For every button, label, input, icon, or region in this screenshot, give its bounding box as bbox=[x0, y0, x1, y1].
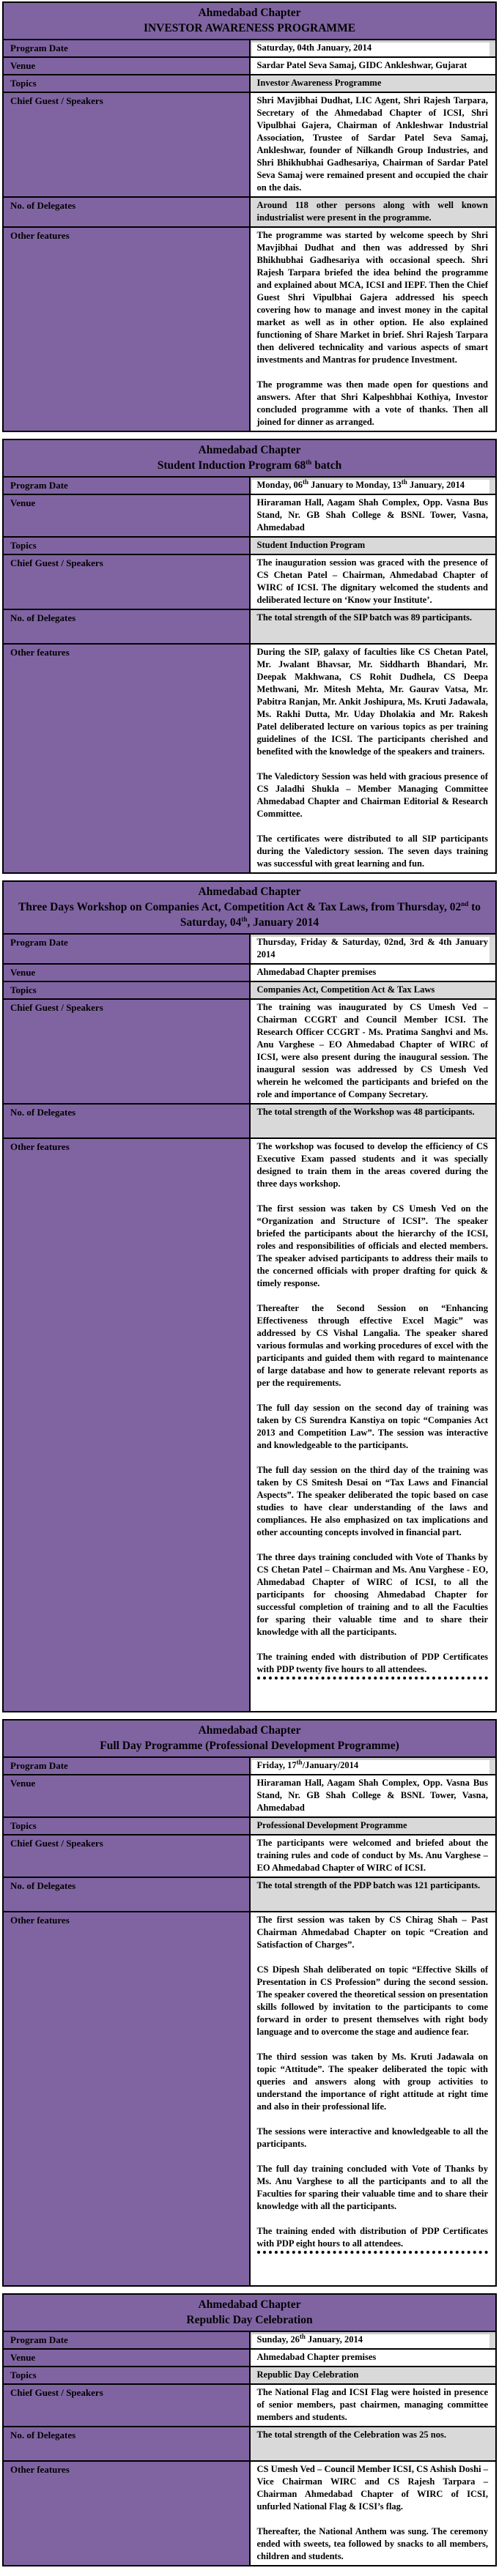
paragraph: Investor Awareness Programme bbox=[256, 78, 382, 88]
paragraph: The full day session on the second day of training was taken by CS Surendra Kanstiya on topic “Companies Act 2013 and Competition Law”. The session was interactive and knowledgeable to the participants. bbox=[256, 1403, 488, 1450]
row-value-cell bbox=[250, 1104, 497, 1138]
row-label-cell: Program Date bbox=[3, 1757, 250, 1775]
row-label-cell: No. of Delegates bbox=[3, 197, 250, 227]
paragraph: Thursday, Friday & Saturday, 02nd, 3rd & 4th January 2014 bbox=[256, 937, 488, 959]
paragraph: Companies Act, Competition Act & Tax Laws bbox=[256, 984, 435, 995]
paragraph: The training was inaugurated by CS Umesh Ved – Chairman CCGRT and Council Member ICSI. The Research Officer CCGRT - Ms. Pratima Sanghvi and Ms. Anu Varghese – EO Ahmedabad Chapter of WIRC of ICSI, were also present during the inaugural session. The inaugural session was addressed by CS Umesh Ved wherein he welcomed the participants and briefed on the role and importance of Company Secretary. bbox=[256, 1002, 488, 1099]
table-title-cell bbox=[3, 1720, 496, 1757]
table-header bbox=[3, 2294, 496, 2331]
table-row bbox=[3, 1912, 496, 2286]
table-row bbox=[3, 2367, 496, 2384]
table-row bbox=[3, 1775, 496, 1817]
paragraph: The training ended with distribution of PDP Certificates with PDP twenty five hours to all attendees. bbox=[256, 1652, 488, 1674]
row-label-cell: Topics bbox=[3, 981, 250, 999]
table-row bbox=[3, 477, 496, 494]
table-row bbox=[3, 197, 496, 227]
event-table bbox=[2, 1719, 497, 2287]
table-body bbox=[3, 1757, 496, 2286]
table-header bbox=[3, 2, 496, 40]
table-row bbox=[3, 554, 496, 609]
table-row bbox=[3, 1138, 496, 1712]
row-value-cell bbox=[250, 554, 497, 609]
event-table bbox=[2, 2293, 497, 2566]
row-label-cell: Chief Guest / Speakers bbox=[3, 999, 250, 1104]
table-body bbox=[3, 934, 496, 1712]
table-row bbox=[3, 981, 496, 999]
row-label-cell: Topics bbox=[3, 1817, 250, 1835]
table-title-event: INVESTOR AWARENESS PROGRAMME bbox=[143, 22, 356, 34]
paragraph: The three days training concluded with Vote of Thanks by CS Chetan Patel – Chairman and Ms. Anu Varghese - EO, Ahmedabad Chapter of WIRC of ICSI, to all the participants for choosing Ahmedabad Chapter for successful completion of training and to all the Faculties for sparing their valuable time and to share their knowledge with all the participants. bbox=[256, 1552, 488, 1637]
row-label-cell: Topics bbox=[3, 75, 250, 92]
row-label-cell: Venue bbox=[3, 494, 250, 537]
paragraph: Sunday, 26th January, 2014 bbox=[256, 2332, 363, 2345]
paragraph: During the SIP, galaxy of faculties like CS Chetan Patel, Mr. Jwalant Bhavsar, Mr. Siddharth Bhandari, Mr. Deepak Makhwana, CS Rohit Dudhela, CS Deepa Methwani, Mr. Mitesh Mehta, Mr. Gaurav Vatsa, Mr. Pabitra Ranjan, Mr. Ankit Joshipura, Ms. Kruti Jadawala, Ms. Rakhi Dutta, Mr. Uday Dholakia and Mr. Rakesh Patel deliberated lecture on various topics as per training guidelines of the ICSI. The participants cherished and benefited with the knowledge of the speakers and trainers. bbox=[256, 647, 488, 757]
paragraph: The programme was started by welcome speech by Shri Mavjibhai Dudhat and then was addressed by Shri Bhikhubhai Gadhesariya with occasional speech. Shri Rajesh Tarpara briefed the idea behind the programme and explained about MCA, ICSI and IEPF. Then the Chief Guest Shri Vipulbhai Gajera addressed his speech covering how to manage and invest money in the capital market as well as in other option. He also explained functioning of Share Market in brief. Shri Rajesh Tarpara then delivered technicality and various aspects of smart investments and Mantras for prudence Investment. bbox=[256, 230, 488, 365]
row-label-cell: Other features bbox=[3, 1912, 250, 2286]
row-label-cell: Program Date bbox=[3, 2331, 250, 2349]
spacer bbox=[257, 2254, 489, 2283]
paragraph: The total strength of the PDP batch was 121 participants. bbox=[256, 1880, 481, 1890]
row-label-cell: Other features bbox=[3, 644, 250, 873]
row-value-cell bbox=[250, 2461, 497, 2566]
paragraph: The total strength of the Celebration was 25 nos. bbox=[256, 2430, 446, 2440]
table-title-event: Full Day Programme (Professional Development Programme) bbox=[100, 1740, 399, 1752]
row-value-cell bbox=[250, 981, 497, 999]
table-row bbox=[3, 999, 496, 1104]
row-label-cell: Program Date bbox=[3, 477, 250, 494]
paragraph: Republic Day Celebration bbox=[256, 2369, 359, 2380]
row-value-cell bbox=[250, 1775, 497, 1817]
row-value-cell bbox=[250, 2427, 497, 2461]
row-label-cell: Program Date bbox=[3, 40, 250, 57]
table-row bbox=[3, 964, 496, 981]
row-value-cell bbox=[250, 537, 497, 554]
table-title-event: Three Days Workshop on Companies Act, Competition Act & Tax Laws, from Thursday, 02nd to Saturday, 04th, January 2014 bbox=[18, 899, 481, 929]
paragraph: The programme was then made open for questions and answers. After that Shri Kalpeshbhai Kothiya, Investor concluded programme with a vote of thanks. Then all joined for dinner as arranged. bbox=[256, 379, 488, 427]
paragraph: Thereafter the Second Session on “Enhancing Effectiveness through effective Excel Magic” was addressed by CS Vishal Langalia. The speaker shared various formulas and working procedures of excel with the participants and guided them with regard to maintenance of large database and how to generate relevant reports as per the requirements. bbox=[256, 1303, 488, 1388]
table-row bbox=[3, 2349, 496, 2367]
row-value-cell bbox=[250, 494, 497, 537]
row-value-cell bbox=[250, 1877, 497, 1912]
table-title-cell bbox=[3, 2, 496, 40]
spacer bbox=[257, 1679, 489, 1709]
row-label-cell: No. of Delegates bbox=[3, 2427, 250, 2461]
table-header bbox=[3, 881, 496, 934]
row-value-cell bbox=[250, 2331, 497, 2349]
row-label-cell: Chief Guest / Speakers bbox=[3, 1835, 250, 1877]
paragraph: Thereafter, the National Anthem was sung. The ceremony ended with sweets, tea followed by snacks to all members, children and students. bbox=[256, 2526, 488, 2561]
paragraph: CS Dipesh Shah deliberated on topic “Effective Skills of Presentation in CS Profession” during the second session. The speaker covered the theoretical session on presentation skills followed by invitation to the participants to come forward in order to present themselves with right body language and to overcome the stage and audience fear. bbox=[256, 1964, 488, 2037]
paragraph: Friday, 17th/January/2014 bbox=[256, 1758, 359, 1770]
table-title-row bbox=[3, 439, 496, 477]
event-table bbox=[2, 880, 497, 1712]
paragraph: The full day training concluded with Vote of Thanks by Ms. Anu Varghese to all the participants and to all the Faculties for sparing their valuable time and to share their knowledge with all the participants. bbox=[256, 2164, 488, 2211]
row-value-cell bbox=[250, 75, 497, 92]
row-label-cell: No. of Delegates bbox=[3, 1877, 250, 1912]
row-label-cell: Program Date bbox=[3, 934, 250, 964]
table-title-chapter: Ahmedabad Chapter bbox=[198, 886, 301, 898]
row-label-cell: Other features bbox=[3, 1138, 250, 1712]
paragraph: The full day session on the third day of the training was taken by CS Smitesh Desai on “Tax Laws and Financial Aspects”. The speaker deliberated the topic based on case studies to have clear understanding of the laws and compliances. He also emphasized on tax implications and other accounting concepts involved in financial part. bbox=[256, 1465, 488, 1537]
row-label-cell: Chief Guest / Speakers bbox=[3, 2384, 250, 2427]
paragraph: The third session was taken by Ms. Kruti Jadawala on topic “Attitude”. The speaker deliberated the topic with queries and answers along with group activities to understand the importance of right attitude at right time and also in their professional life. bbox=[256, 2052, 488, 2112]
table-row bbox=[3, 1104, 496, 1138]
paragraph: The total strength of the Workshop was 48 participants. bbox=[256, 1107, 475, 1117]
table-title-row bbox=[3, 881, 496, 934]
row-value-cell bbox=[250, 197, 497, 227]
paragraph: The National Flag and ICSI Flag were hoisted in presence of senior members, past chairmen, managing committee members and students. bbox=[256, 2387, 488, 2422]
table-title-chapter: Ahmedabad Chapter bbox=[198, 2298, 301, 2311]
paragraph: The participants were welcomed and briefed about the training rules and code of conduct by Ms. Anu Varghese – EO Ahmedabad Chapter of WIRC of ICSI. bbox=[256, 1838, 488, 1873]
table-body bbox=[3, 477, 496, 873]
table-header bbox=[3, 439, 496, 477]
table-row bbox=[3, 1835, 496, 1877]
table-title-row bbox=[3, 2, 496, 40]
event-table bbox=[2, 1, 497, 432]
row-label-cell: Topics bbox=[3, 537, 250, 554]
table-row bbox=[3, 609, 496, 644]
row-label-cell: Venue bbox=[3, 964, 250, 981]
row-label-cell: Venue bbox=[3, 57, 250, 75]
table-body bbox=[3, 2331, 496, 2566]
table-row bbox=[3, 2427, 496, 2461]
table-row bbox=[3, 227, 496, 431]
row-value-cell bbox=[250, 1912, 497, 2286]
row-value-cell bbox=[250, 1757, 497, 1775]
paragraph: The total strength of the SIP batch was 89 participants. bbox=[256, 612, 473, 623]
table-title-cell bbox=[3, 2294, 496, 2331]
table-body bbox=[3, 40, 496, 431]
table-title-chapter: Ahmedabad Chapter bbox=[198, 444, 301, 456]
table-row bbox=[3, 1757, 496, 1775]
table-row bbox=[3, 57, 496, 75]
paragraph: The first session was taken by CS Umesh Ved on the “Organization and Structure of ICSI”. The speaker briefed the participants about the hierarchy of the ICSI, roles and responsibilities of officials and elected members. The speaker advised participants to address their mails to the concerned officials with proper drafting for quick & timely response. bbox=[256, 1203, 488, 1288]
row-value-cell bbox=[250, 227, 497, 431]
table-title-chapter: Ahmedabad Chapter bbox=[198, 7, 301, 19]
row-label-cell: No. of Delegates bbox=[3, 609, 250, 644]
row-label-cell: No. of Delegates bbox=[3, 1104, 250, 1138]
row-value-cell bbox=[250, 2349, 497, 2367]
paragraph: The training ended with distribution of PDP Certificates with PDP eight hours to all attendees. bbox=[256, 2226, 488, 2249]
row-value-cell bbox=[250, 2384, 497, 2427]
table-title-row bbox=[3, 2294, 496, 2331]
paragraph: The certificates were distributed to all SIP participants during the Valedictory session. The seven days training was successful with great learning and fun. bbox=[256, 834, 488, 869]
table-row bbox=[3, 2384, 496, 2427]
row-value-cell bbox=[250, 2367, 497, 2384]
paragraph: Ahmedabad Chapter premises bbox=[256, 967, 377, 977]
row-label-cell: Venue bbox=[3, 1775, 250, 1817]
row-value-cell bbox=[250, 477, 497, 494]
row-label-cell: Other features bbox=[3, 2461, 250, 2566]
row-value-cell bbox=[250, 644, 497, 873]
paragraph: Saturday, 04th January, 2014 bbox=[256, 42, 372, 53]
table-title-event: Republic Day Celebration bbox=[186, 2314, 313, 2326]
table-title-cell bbox=[3, 439, 496, 477]
paragraph: Sardar Patel Seva Samaj, GIDC Ankleshwar, Gujarat bbox=[256, 60, 467, 70]
table-row bbox=[3, 1877, 496, 1912]
row-label-cell: Chief Guest / Speakers bbox=[3, 92, 250, 197]
row-value-cell bbox=[250, 92, 497, 197]
paragraph: CS Umesh Ved – Council Member ICSI, CS Ashish Doshi – Vice Chairman WIRC and CS Rajesh Tarpara – Chairman Ahmedabad Chapter of WIRC of ICSI, unfurled National Flag & ICSI’s flag. bbox=[256, 2464, 488, 2512]
table-row bbox=[3, 40, 496, 57]
row-value-cell bbox=[250, 57, 497, 75]
table-title-row bbox=[3, 1720, 496, 1757]
paragraph: Hiraraman Hall, Aagam Shah Complex, Opp. Vasna Bus Stand, Nr. GB Shah College & BSNL Tower, Vasna, Ahmedabad bbox=[256, 1778, 488, 1813]
row-value-cell bbox=[250, 964, 497, 981]
paragraph: Around 118 other persons along with well known industrialist were present in the programme. bbox=[256, 200, 488, 223]
row-value-cell bbox=[250, 40, 497, 57]
row-value-cell bbox=[250, 609, 497, 644]
table-row bbox=[3, 537, 496, 554]
table-row bbox=[3, 644, 496, 873]
paragraph: Ahmedabad Chapter premises bbox=[256, 2352, 377, 2362]
row-label-cell: Topics bbox=[3, 2367, 250, 2384]
paragraph: The inauguration session was graced with the presence of CS Chetan Patel – Chairman, Ahmedabad Chapter of WIRC of ICSI. The dignitary welcomed the students and deliberated lecture on ‘Know your Institute’. bbox=[256, 557, 488, 605]
event-table bbox=[2, 439, 497, 874]
table-title-event: Student Induction Program 68th batch bbox=[157, 458, 342, 472]
row-value-cell bbox=[250, 1138, 497, 1712]
table-row bbox=[3, 494, 496, 537]
table-row bbox=[3, 1817, 496, 1835]
row-value-cell bbox=[250, 934, 497, 964]
paragraph: Student Induction Program bbox=[256, 540, 366, 550]
table-row bbox=[3, 75, 496, 92]
paragraph: Monday, 06th January to Monday, 13th January, 2014 bbox=[256, 478, 465, 490]
table-header bbox=[3, 1720, 496, 1757]
paragraph: The sessions were interactive and knowledgeable to all the participants. bbox=[256, 2126, 488, 2149]
row-label-cell: Chief Guest / Speakers bbox=[3, 554, 250, 609]
row-value-cell bbox=[250, 1835, 497, 1877]
table-row bbox=[3, 2461, 496, 2566]
table-title-chapter: Ahmedabad Chapter bbox=[198, 1724, 301, 1737]
paragraph: The first session was taken by CS Chirag Shah – Past Chairman Ahmedabad Chapter on topic “Creation and Satisfaction of Charges”. bbox=[256, 1915, 488, 1950]
table-title-cell bbox=[3, 881, 496, 934]
row-value-cell bbox=[250, 1817, 497, 1835]
row-label-cell: Venue bbox=[3, 2349, 250, 2367]
paragraph: The workshop was focused to develop the efficiency of CS Executive Exam passed students and it was specially designed to train them in the areas covered during the three days workshop. bbox=[256, 1141, 488, 1189]
table-row bbox=[3, 92, 496, 197]
table-row bbox=[3, 934, 496, 964]
row-value-cell bbox=[250, 999, 497, 1104]
paragraph: Professional Development Programme bbox=[256, 1820, 407, 1830]
paragraph: Hiraraman Hall, Aagam Shah Complex, Opp. Vasna Bus Stand, Nr. GB Shah College & BSNL Tower, Vasna, Ahmedabad bbox=[256, 497, 488, 532]
row-label-cell: Other features bbox=[3, 227, 250, 431]
table-row bbox=[3, 2331, 496, 2349]
paragraph: Shri Mavjibhai Dudhat, LIC Agent, Shri Rajesh Tarpara, Secretary of the Ahmedabad Chapter of ICSI, Shri Vipulbhai Gajera, Chairman of Ankleshwar Industrial Association, Trustee of Sardar Patel Seva Samaj, Ankleshwar, founder of Nilkandh Group Industries, and Shri Bhikhubhai Gadhesariya, Chairman of Sardar Patel Seva Samaj were remained present and occupied the chair on the dais. bbox=[256, 95, 488, 193]
paragraph: The Valedictory Session was held with gracious presence of CS Jaladhi Shukla – Member Managing Committee Ahmedabad Chapter and Chairman Editorial & Research Committee. bbox=[256, 771, 488, 819]
